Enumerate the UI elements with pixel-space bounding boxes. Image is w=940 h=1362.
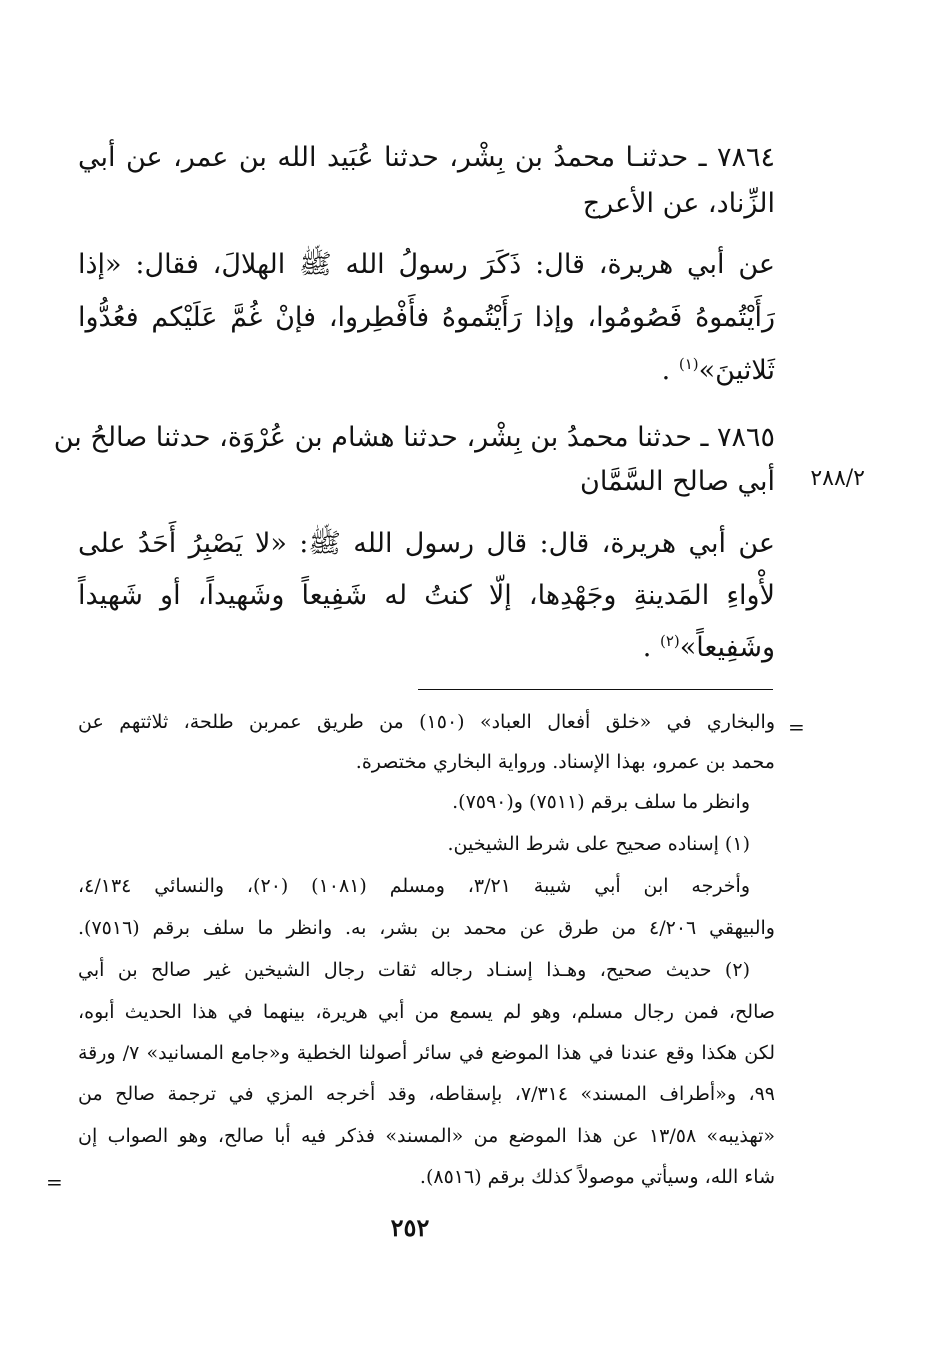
footnote-2-line-6: شاء الله، وسيأتي موصولاً كذلك برقم (٨٥١٦). [419, 1166, 775, 1188]
hadith-7865-line-2: أبي صالح السَّمَّان [580, 466, 775, 497]
page-number: ٢٥٢ [390, 1213, 430, 1242]
footnote-ref-1: (١) [678, 355, 699, 373]
hadith-7865-period: . [642, 632, 652, 663]
footnote-divider [418, 689, 773, 690]
footnote-cont-line-2: محمد بن عمرو، بهذا الإسناد. ورواية البخاري مختصرة. [355, 751, 775, 773]
margin-reference: ٢٨٨/٢ [810, 466, 865, 491]
footnote-ref-2: (٢) [659, 632, 680, 650]
hadith-7865-line-5 [643, 628, 775, 668]
footnote-cont-line-1: والبخاري في «خلق أفعال العباد» (١٥٠) من طريق عمربن طلحة، ثلاثتهم عن [78, 711, 776, 733]
hadith-7864-line-5 [662, 351, 775, 391]
footnote-2-line-4: ٩٩، و«أطراف المسند» ٧/٣١٤، بإسقاطه، وقد أخرجه المزي في ترجمة صالح من [78, 1083, 776, 1105]
hadith-7864-line-1: ٧٨٦٤ ـ حدثنـا محمدُ بن بِشْر، حدثنا عُبَيد الله بن عمر، عن أبي [78, 142, 775, 173]
footnote-1-line-3: والبيهقي ٤/٢٠٦ من طرق عن محمد بن بشر، به. وانظر ما سلف برقم (٧٥١٦). [78, 917, 775, 939]
footnote-1-line-1: (١) إسناده صحيح على شرط الشيخين. [447, 833, 750, 855]
continuation-mark-bottom: = [46, 1170, 63, 1194]
hadith-7864-text-end: ثَلاثينَ» [698, 355, 775, 386]
hadith-7864-line-2: الزِّناد، عن الأعرج [582, 188, 775, 219]
footnote-2-line-2: صالح، فمن رجال مسلم، وهو لم يسمع من أبي هريرة، بينهما في هذا الحديث أبوه، [78, 1001, 775, 1023]
hadith-7865-text-end: وشَفِيعاً» [679, 632, 775, 663]
hadith-7864-period: . [661, 355, 671, 386]
hadith-7865-line-3: عن أبي هريرة، قال: قال رسول الله ﷺ: «لا يَصْبِرُ أَحَدُ على [78, 528, 775, 559]
footnote-cont-line-3: وانظر ما سلف برقم (٧٥١١) و(٧٥٩٠). [452, 791, 750, 813]
hadith-7864-line-3: عن أبي هريرة، قال: ذَكَرَ رسولُ الله ﷺ الهلالَ، فقال: «إذا [78, 249, 775, 280]
hadith-7865-line-1: ٧٨٦٥ ـ حدثنا محمدُ بن بِشْر، حدثنا هشام بن عُرْوَة، حدثنا صالحُ بن [53, 422, 775, 453]
continuation-mark-top: = [788, 715, 805, 739]
footnote-1-line-2: وأخرجه ابن أبي شيبة ٣/٢١، ومسلم (١٠٨١) (٢٠)، والنسائي ٤/١٣٤، [78, 875, 750, 897]
hadith-7864-line-4: رَأَيْتُموهُ فَصُومُوا، وإذا رَأَيْتُموهُ فأَفْطِروا، فإنْ غُمَّ عَلَيْكم فعُدُّوا [78, 302, 775, 333]
footnote-2-line-3: لكن هكذا وقع عندنا في هذا الموضع في سائر أصولنا الخطية و«جامع المسانيد» ٧/ ورقة [78, 1042, 775, 1064]
footnote-2-line-5: «تهذيبه» ١٣/٥٨ عن هذا الموضع من «المسند» فذكر فيه أبا صالح، وهو الصواب إن [78, 1125, 776, 1147]
footnote-2-line-1: (٢) حديث صحيح، وهـذا إسنـاد رجاله ثقات رجال الشيخين غير صالح بن أبي [78, 959, 750, 981]
hadith-7865-line-4: لأْواءِ المَدينةِ وجَهْدِها، إلّا كنتُ له شَفِيعاً وشَهيداً، أو شَهيداً [78, 580, 775, 611]
